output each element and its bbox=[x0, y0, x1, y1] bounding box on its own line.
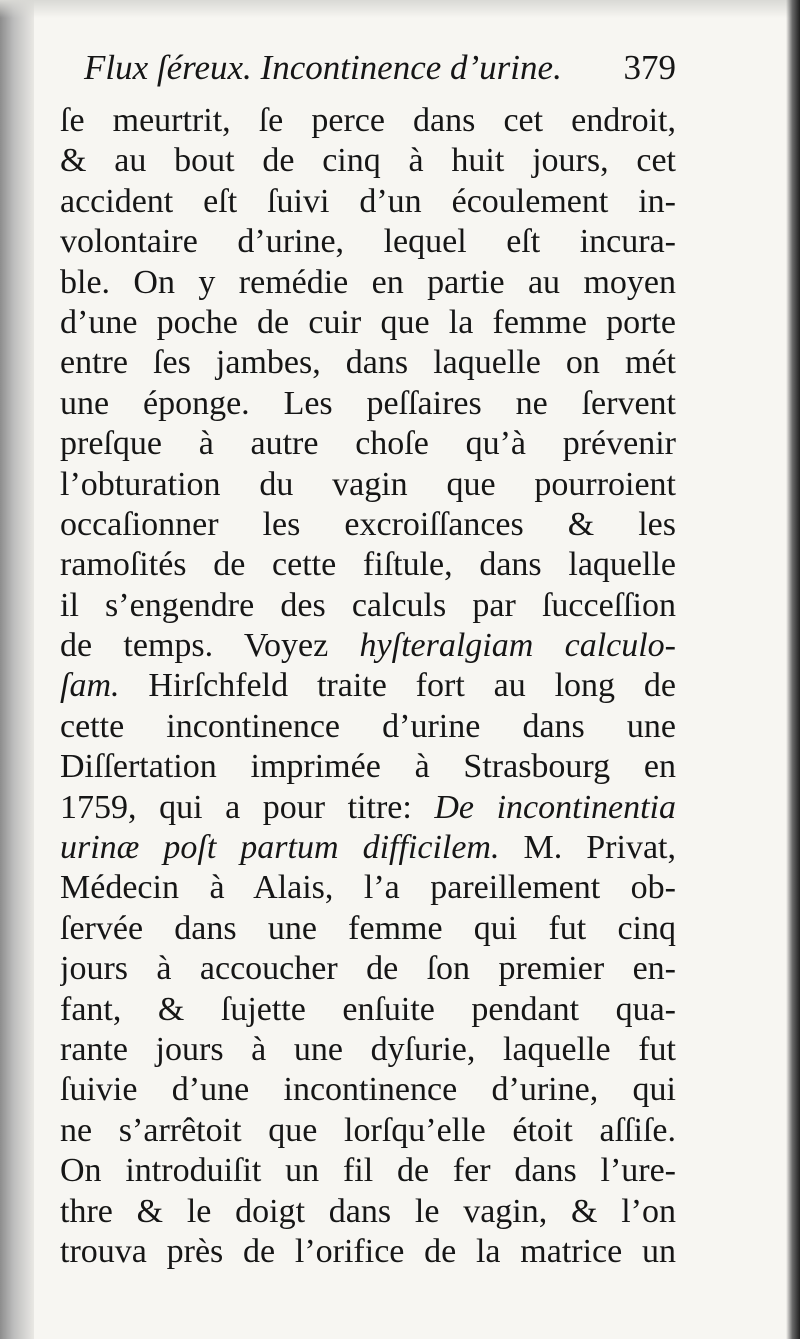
text-segment: de temps. Voyez bbox=[60, 627, 360, 665]
text-segment: l’obturation du vagin que pourroient bbox=[60, 465, 676, 503]
text-segment: & au bout de cinq à huit jours, cet bbox=[60, 142, 676, 180]
text-line bbox=[60, 343, 676, 383]
running-head bbox=[84, 48, 676, 88]
text-line bbox=[60, 182, 676, 222]
text-line bbox=[60, 990, 676, 1030]
text-segment: ſervée dans une femme qui fut cinq bbox=[60, 909, 676, 947]
italic-text: De incontinentia bbox=[434, 788, 676, 826]
text-line bbox=[60, 909, 676, 949]
text-segment: accident eſt ſuivi d’un écoulement in- bbox=[60, 182, 676, 220]
text-line bbox=[60, 384, 676, 424]
text-segment: ne s’arrêtoit que lorſqu’elle étoit aſſiſe. bbox=[60, 1111, 676, 1149]
text-segment: thre & le doigt dans le vagin, & l’on bbox=[60, 1192, 676, 1230]
text-line bbox=[60, 424, 676, 464]
text-line bbox=[60, 828, 676, 868]
text-line bbox=[60, 707, 676, 747]
text-segment: ble. On y remédie en partie au moyen bbox=[60, 263, 676, 301]
page-gutter-shadow bbox=[0, 0, 34, 1339]
text-segment: ramoſités de cette fiſtule, dans laquelle bbox=[60, 546, 676, 584]
text-segment: trouva près de l’orifice de la matrice un bbox=[60, 1232, 676, 1270]
text-segment: volontaire d’urine, lequel eſt incura- bbox=[60, 223, 676, 261]
page-edge-shadow bbox=[786, 0, 800, 1339]
text-segment: cette incontinence d’urine dans une bbox=[60, 707, 676, 745]
text-line bbox=[60, 747, 676, 787]
italic-text: hyſteralgiam calculo- bbox=[359, 627, 676, 665]
text-segment: Médecin à Alais, l’a pareillement ob- bbox=[60, 869, 676, 907]
text-segment: une éponge. Les peſſaires ne ſervent bbox=[60, 384, 676, 422]
italic-text: urinæ poſt partum difficilem. bbox=[60, 829, 500, 867]
text-line bbox=[60, 1111, 676, 1151]
text-segment: occaſionner les excroiſſances & les bbox=[60, 505, 676, 543]
text-line bbox=[60, 949, 676, 989]
text-segment: fant, & ſujette enſuite pendant qua- bbox=[60, 990, 676, 1028]
text-segment: il s’engendre des calculs par ſucceſſion bbox=[60, 586, 676, 624]
text-line bbox=[60, 1232, 676, 1272]
text-segment: M. Privat, bbox=[499, 829, 676, 867]
text-line bbox=[60, 222, 676, 262]
running-title: Flux ſéreux. Incontinence d’urine. bbox=[84, 48, 562, 87]
text-segment: jours à accoucher de ſon premier en- bbox=[60, 950, 676, 988]
text-line bbox=[60, 141, 676, 181]
text-segment: 1759, qui a pour titre: bbox=[60, 788, 435, 826]
italic-text: ſam. bbox=[60, 667, 120, 705]
text-segment: Hirſchfeld traite fort au long de bbox=[119, 667, 676, 705]
text-line bbox=[60, 1030, 676, 1070]
text-segment: On introduiſit un fil de fer dans l’ure- bbox=[60, 1152, 676, 1190]
text-segment: Diſſertation imprimée à Strasbourg en bbox=[60, 748, 676, 786]
text-segment: ſuivie d’une incontinence d’urine, qui bbox=[60, 1071, 676, 1109]
text-segment: ſe meurtrit, ſe perce dans cet endroit, bbox=[60, 102, 676, 139]
text-line bbox=[60, 666, 676, 706]
text-line bbox=[60, 626, 676, 666]
text-line bbox=[60, 1151, 676, 1191]
text-line bbox=[60, 465, 676, 505]
text-line bbox=[60, 788, 676, 828]
text-line bbox=[60, 545, 676, 585]
text-line bbox=[60, 101, 676, 141]
text-line bbox=[60, 1070, 676, 1110]
text-line bbox=[60, 263, 676, 303]
text-line bbox=[60, 1192, 676, 1232]
text-line bbox=[60, 868, 676, 908]
page-number: 379 bbox=[623, 48, 676, 87]
page-top-shadow bbox=[0, 0, 800, 18]
text-segment: preſque à autre choſe qu’à prévenir bbox=[60, 425, 676, 463]
text-line bbox=[60, 505, 676, 545]
text-line bbox=[60, 303, 676, 343]
text-segment: rante jours à une dyſurie, laquelle fut bbox=[60, 1030, 676, 1068]
text-line bbox=[60, 586, 676, 626]
text-segment: d’une poche de cuir que la femme porte bbox=[60, 303, 676, 341]
body-text bbox=[60, 101, 676, 1272]
text-segment: entre ſes jambes, dans laquelle on mét bbox=[60, 344, 676, 382]
